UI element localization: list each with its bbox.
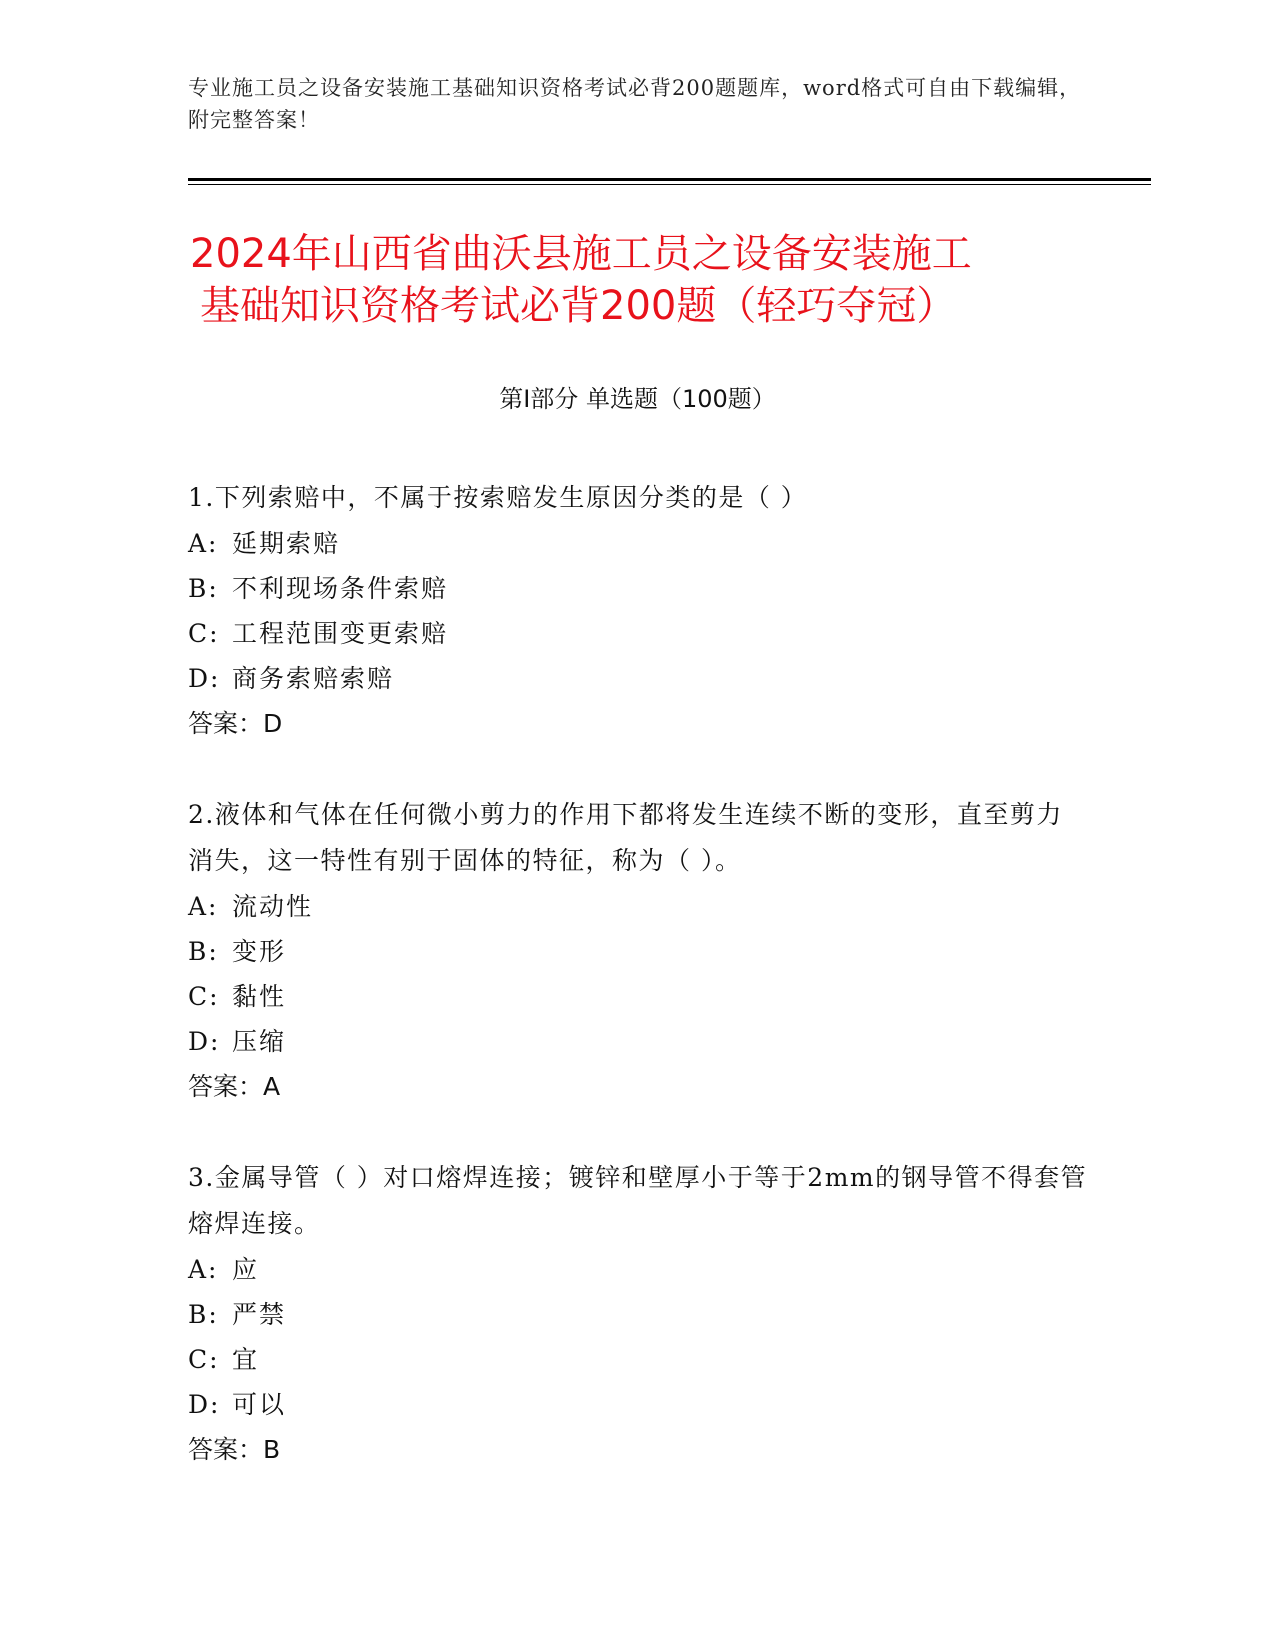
option-text: 可以: [232, 1390, 287, 1419]
option-text: 宜: [232, 1345, 260, 1374]
question-stem: 3.金属导管（ ）对口熔焊连接；镀锌和壁厚小于等于2mm的钢导管不得套管熔焊连接。: [188, 1163, 1088, 1238]
option-b: [188, 1292, 1088, 1337]
option-c: [188, 611, 1088, 656]
answer: 答案：D: [188, 709, 283, 738]
option-text: 黏性: [232, 982, 287, 1011]
document-title-line-1: 2024年山西省曲沃县施工员之设备安装施工: [190, 231, 972, 277]
answer: 答案：B: [188, 1435, 281, 1464]
option-text: 流动性: [232, 892, 314, 921]
option-b: [188, 566, 1088, 611]
option-letter: B:: [188, 937, 219, 966]
option-a: [188, 1247, 1088, 1292]
option-c: [188, 1337, 1088, 1382]
option-letter: D:: [188, 1027, 221, 1056]
question-stem: 1.下列索赔中，不属于按索赔发生原因分类的是（ ）: [188, 483, 808, 512]
answer: 答案：A: [188, 1072, 281, 1101]
option-text: 不利现场条件索赔: [232, 574, 449, 603]
option-text: 应: [232, 1255, 260, 1284]
option-c: [188, 974, 1088, 1019]
option-text: 变形: [232, 937, 287, 966]
option-letter: B:: [188, 1300, 219, 1329]
header-divider-thin: [188, 184, 1151, 185]
header-note: 专业施工员之设备安装施工基础知识资格考试必背200题题库，word格式可自由下载编辑，附完整答案！: [188, 76, 1082, 132]
question-list: [188, 475, 1088, 1518]
document-title-line-2: 基础知识资格考试必背200题（轻巧夺冠）: [200, 283, 957, 329]
header-divider-thick: [188, 178, 1151, 181]
option-d: [188, 1382, 1088, 1427]
option-letter: A:: [188, 892, 219, 921]
option-letter: A:: [188, 1255, 219, 1284]
option-letter: C:: [188, 982, 220, 1011]
option-b: [188, 929, 1088, 974]
option-text: 严禁: [232, 1300, 287, 1329]
option-text: 商务索赔索赔: [232, 664, 395, 693]
question-1: [188, 475, 1088, 747]
option-text: 工程范围变更索赔: [232, 619, 449, 648]
option-letter: B:: [188, 574, 219, 603]
option-letter: A:: [188, 529, 219, 558]
section-heading: 第I部分 单选题（100题）: [499, 385, 776, 413]
option-letter: D:: [188, 1390, 221, 1419]
question-3: [188, 1155, 1088, 1473]
option-text: 压缩: [232, 1027, 287, 1056]
option-a: [188, 884, 1088, 929]
question-stem: 2.液体和气体在任何微小剪力的作用下都将发生连续不断的变形，直至剪力消失，这一特性有别于固体的特征，称为（ ）。: [188, 800, 1063, 875]
option-text: 延期索赔: [232, 529, 341, 558]
question-2: [188, 792, 1088, 1110]
option-a: [188, 521, 1088, 566]
option-letter: C:: [188, 1345, 220, 1374]
option-d: [188, 656, 1088, 701]
option-letter: C:: [188, 619, 220, 648]
option-d: [188, 1019, 1088, 1064]
option-letter: D:: [188, 664, 221, 693]
document-title: [190, 228, 1120, 332]
